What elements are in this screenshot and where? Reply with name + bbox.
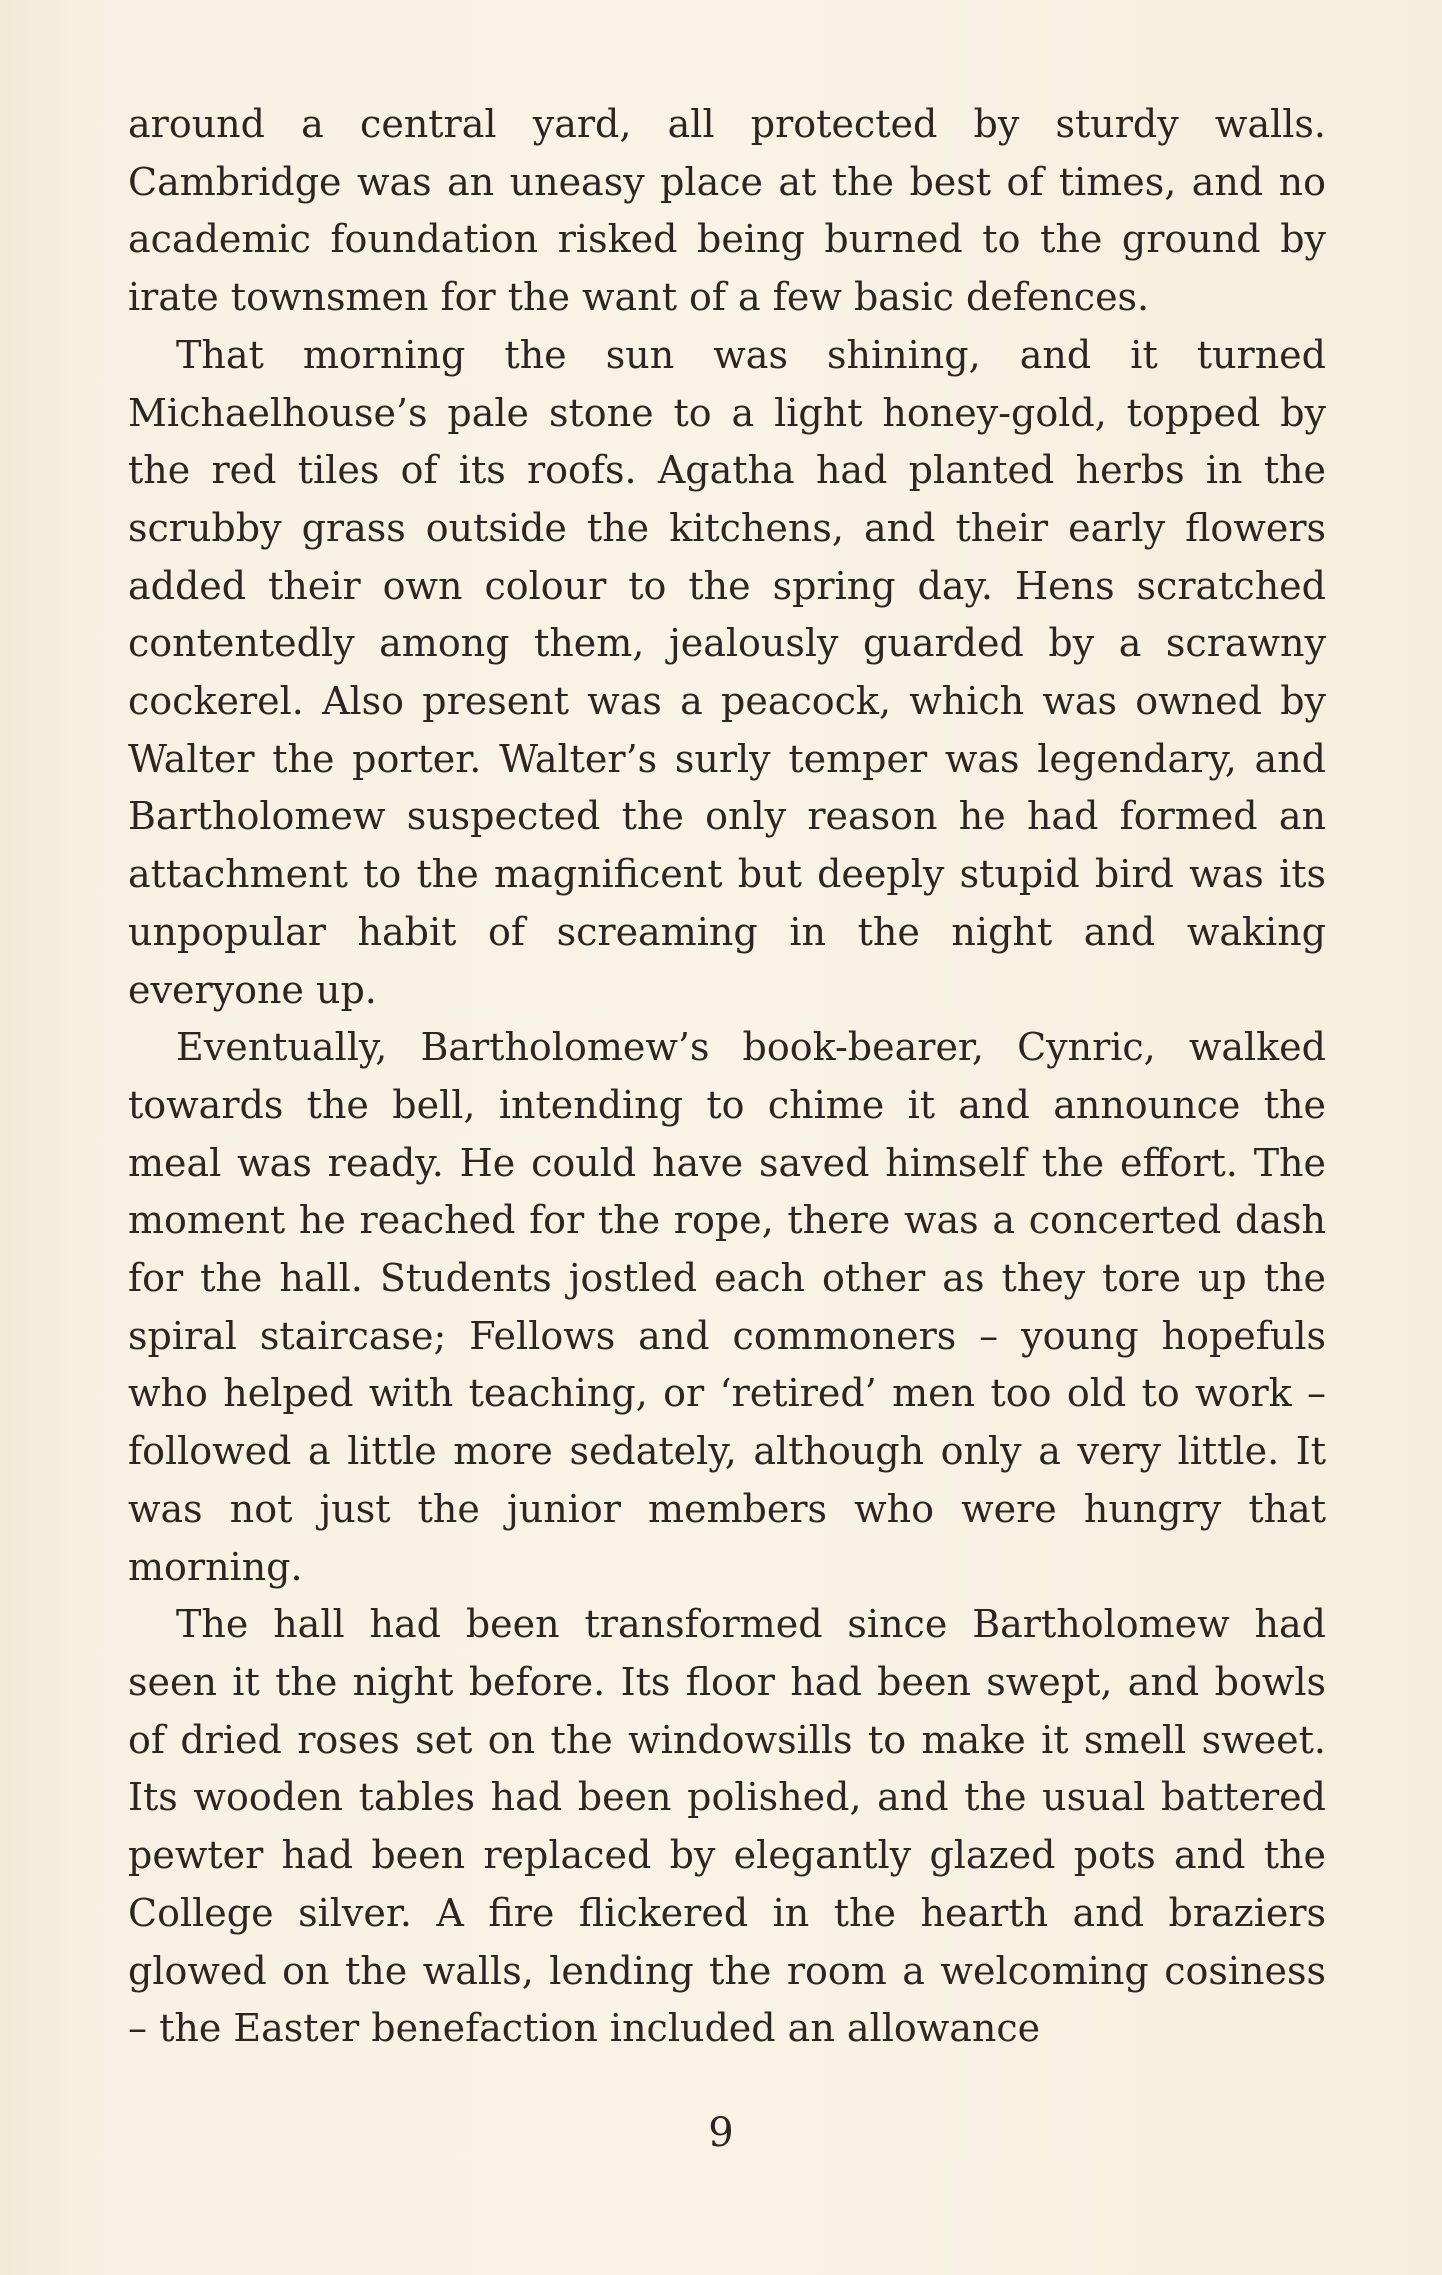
paragraph-2: That morning the sun was shining, and it turned Michaelhouse’s pale stone to a light honey-gold, topped by the red tiles of its roofs. Agatha had planted herbs in the scrubby grass outside the kitchens, and their early flowers added their own colour to the spring day. Hens scratched contentedly among them, jealously guarded by a scrawny cockerel. Also present was a peacock, which was owned by Walter the porter. Walter’s surly temper was legendary, and Bartholomew suspected the only reason he had formed an attachment to the magnificent but deeply stupid bird was its unpopular habit of screaming in the night and waking everyone up. <box>128 332 1326 1012</box>
page-number: 9 <box>708 2110 734 2156</box>
paragraph-4: The hall had been transformed since Bartholomew had seen it the night before. Its floor had been swept, and bowls of dried roses set on the windowsills to make it smell sweet. Its wooden tables had been polished, and the usual battered pewter had been replaced by elegantly glazed pots and the College silver. A fire flickered in the hearth and braziers glowed on the walls, lending the room a welcoming cosiness – the Easter benefaction included an allowance <box>128 1602 1326 2051</box>
paragraph-1: around a central yard, all protected by sturdy walls. Cambridge was an uneasy place at the best of times, and no academic foundation risked being burned to the ground by irate townsmen for the want of a few basic defences. <box>128 102 1326 320</box>
paragraph-3: Eventually, Bartholomew’s book-bearer, Cynric, walked towards the bell, intending to chime it and announce the meal was ready. He could have saved himself the effort. The moment he reached for the rope, there was a concerted dash for the hall. Students jostled each other as they tore up the spiral staircase; Fellows and commoners – young hopefuls who helped with teaching, or ‘retired’ men too old to work – followed a little more sedately, although only a very little. It was not just the junior members who were hungry that morning. <box>128 1025 1326 1589</box>
body-text <box>128 96 1326 2058</box>
